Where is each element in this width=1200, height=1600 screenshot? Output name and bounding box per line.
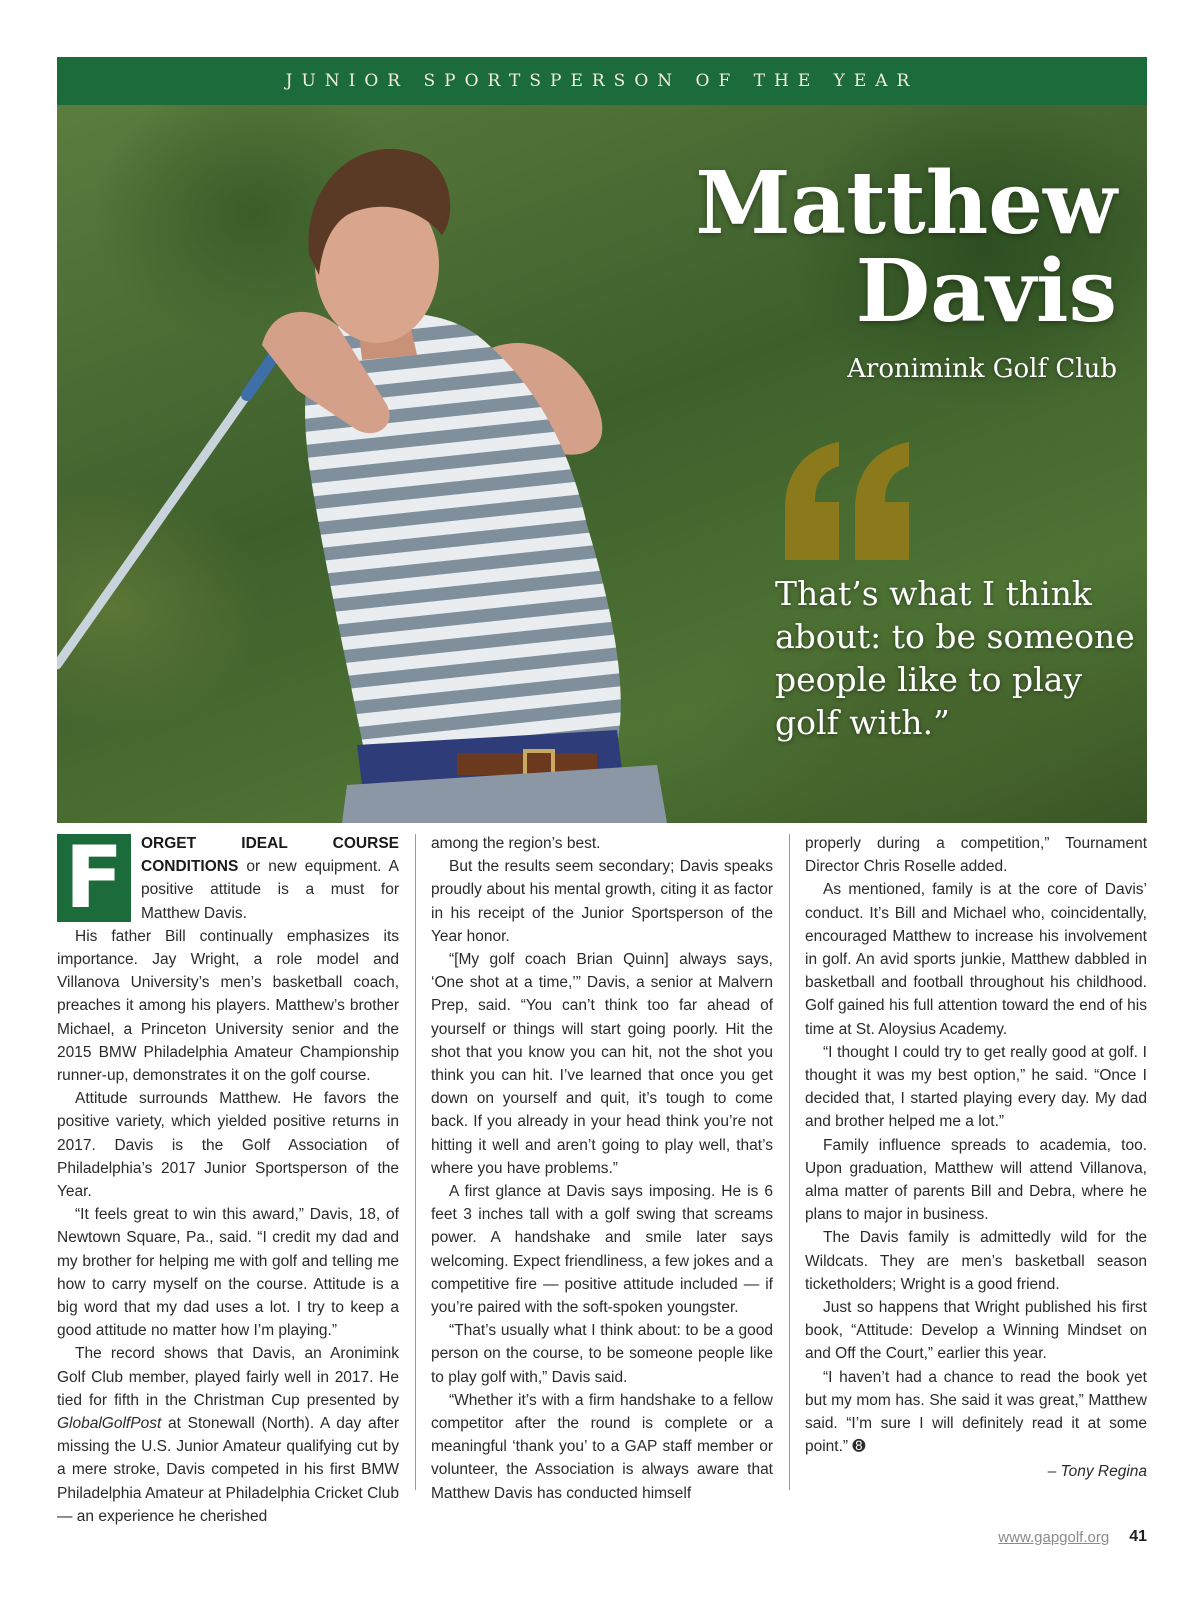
paragraph: properly during a competition,” Tournament Director Chris Roselle added. [805, 835, 1147, 876]
paragraph-text: at Stonewall (North). A day after missing the U.S. Junior Amateur qualifying cut by a mere stroke, Davis competed in his first BMW Philadelphia Amateur at Philadelphia Cricket Club — an experience he cherished [57, 1415, 399, 1525]
page-number: 41 [1129, 1528, 1147, 1545]
website-link[interactable]: www.gapgolf.org [998, 1528, 1110, 1546]
paragraph [57, 1342, 399, 1528]
paragraph: “Whether it’s with a firm handshake to a fellow competitor after the round is complete or a meaningful ‘thank you’ to a GAP staff member or volunteer, the Association is always aware that Matthew Davis has conducted himself [431, 1391, 773, 1502]
article-column-2 [431, 832, 773, 1500]
lead-in-caps: ORGET IDEAL COURSE CONDITIONS [141, 835, 399, 876]
paragraph: among the region’s best. [431, 835, 601, 852]
drop-cap: F [57, 834, 131, 922]
paragraph: “That’s usually what I think about: to be a good person on the course, to be someone people like to play golf with,” Davis said. [431, 1322, 773, 1386]
paragraph: But the results seem secondary; Davis speaks proudly about his mental growth, citing it as factor in his receipt of the Junior Sportsperson of the Year honor. [431, 858, 773, 945]
column-divider [789, 834, 790, 1490]
paragraph: “[My golf coach Brian Quinn] always says, ‘One shot at a time,’” Davis, a senior at Malvern Prep, said. “You can’t think too far ahead of yourself or things will start going poorly. Hit the shot that you know you can hit, not the shot you think you can hit. I’ve learned that once you get down on yourself and quit, it’s tough to come back. If you already in your head think you’re not hitting it well and aren’t going to play well, that’s where you have problems.” [431, 951, 773, 1177]
headline-first-name: Matthew [695, 153, 1117, 254]
author-byline: – Tony Regina [1047, 1463, 1147, 1481]
paragraph: Attitude surrounds Matthew. He favors the positive variety, which yielded positive returns in 2017. Davis is the Golf Association of Philadelphia’s 2017 Junior Sportsperson of the Year. [57, 1090, 399, 1201]
paragraph: A first glance at Davis says imposing. He is 6 feet 3 inches tall with a golf swing that screams power. A handshake and smile later says welcoming. Expect friendliness, a few jokes and a competitive fire — positive attitude included — if you’re paired with the soft-spoken youngster. [431, 1183, 773, 1317]
paragraph: The Davis family is admittedly wild for the Wildcats. They are men’s basketball season ticketholders; Wright is a good friend. [805, 1229, 1147, 1293]
lead-paragraph [57, 828, 399, 928]
paragraph: As mentioned, family is at the core of Davis’ conduct. It’s Bill and Michael who, coincidentally, encouraged Matthew to increase his involvement in golf. An avid sports junkie, Matthew dabbled in basketball and football throughout his childhood. Golf gained his full attention toward the end of his time at St. Aloysius Academy. [805, 881, 1147, 1038]
quote-mark-icon [777, 440, 917, 565]
paragraph: Just so happens that Wright published his first book, “Attitude: Develop a Winning Mindset on and Off the Court,” earlier this year. [805, 1299, 1147, 1363]
pull-quote: That’s what I think about: to be someone people like to play golf with.” [775, 574, 1135, 742]
paragraph: His father Bill continually emphasizes its importance. Jay Wright, a role model and Villanova University’s men’s basketball coach, preaches it among his players. Matthew’s brother Michael, a Princeton University senior and the 2015 BMW Philadelphia Amateur Championship runner-up, demonstrates it on the golf course. [57, 927, 399, 1085]
paragraph: “It feels great to win this award,” Davis, 18, of Newtown Square, Pa., said. “I credit my dad and my brother for helping me with golf and telling me how to carry myself on the course. Attitude is a big word that my dad uses a lot. I try to keep a good attitude no matter how I’m playing.” [57, 1206, 399, 1340]
headline-last-name: Davis [855, 241, 1117, 342]
club-name: Aronimink Golf Club [847, 354, 1117, 384]
paragraph: “I thought I could try to get really good at golf. I thought it was my best option,” he said. “Once I decided that, I started playing every day. My dad and brother helped me a lot.” [805, 1043, 1147, 1131]
banner-label: JUNIOR SPORTSPERSON OF THE YEAR [285, 71, 919, 91]
paragraph-text: The record shows that Davis, an Aronimink Golf Club member, played fairly well in 2017. He tied for fifth in the Christman Cup presented by [57, 1345, 399, 1409]
title-block [695, 153, 1117, 384]
hero-photo [57, 105, 1147, 823]
column-divider [415, 834, 416, 1490]
article-column-3 [805, 832, 1147, 1500]
section-banner [57, 57, 1147, 105]
article-body [57, 828, 1147, 1525]
paragraph: Family influence spreads to academia, too. Upon graduation, Matthew will attend Villanova, alma matter of parents Bill and Debra, where he plans to major in business. [805, 1136, 1147, 1224]
lead-text: or new equipment. A positive attitude is a must for Matthew Davis. [141, 858, 399, 922]
paragraph: “I haven’t had a chance to read the book yet but my mom has. She said it was great,” Matthew said. “I’m sure I will definitely read it at some point.” ➑ [805, 1368, 1147, 1456]
publication-name: GlobalGolfPost [57, 1415, 162, 1433]
article-column-1 [57, 828, 399, 1525]
page-footer [998, 1528, 1147, 1546]
